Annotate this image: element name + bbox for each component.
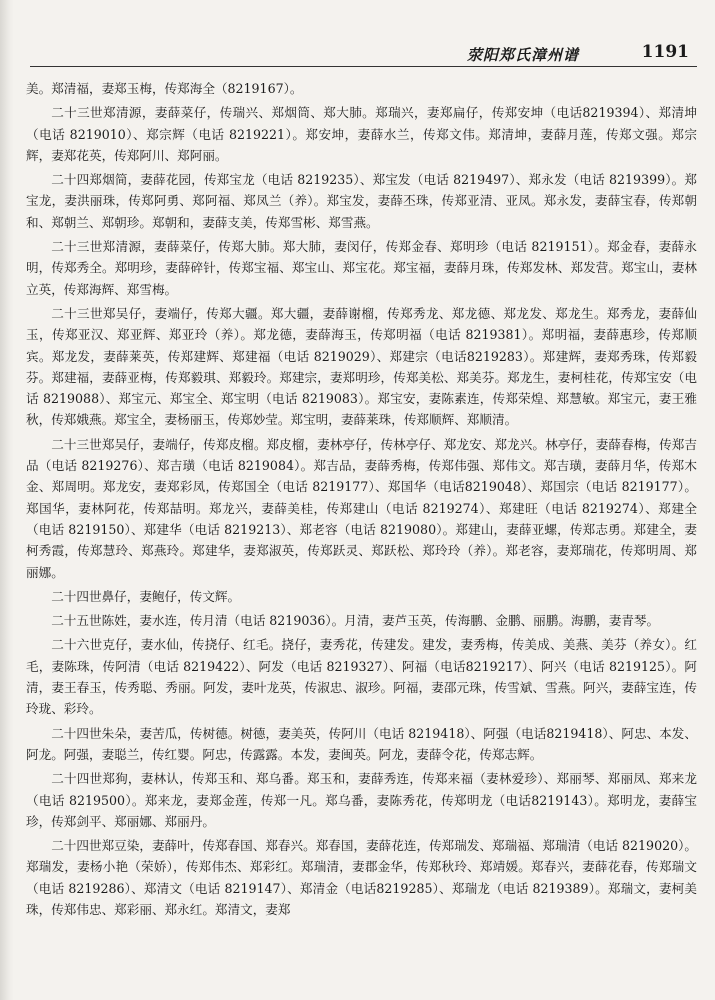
header-rule xyxy=(30,66,697,67)
paragraph: 二十四世鼻仔，妻鲍仔，传文辉。 xyxy=(51,588,241,604)
paragraph: 二十三世郑吴仔，妻端仔，传郑大疆。郑大疆，妻薛谢榴，传郑秀龙、郑龙德、郑龙发、郑龙生。郑秀龙，妻薛仙玉，传郑亚汉、郑亚辉、郑亚玲（养）。郑龙德，妻薛海玉，传郑明福（电话 8219381）。郑明福，妻薛惠珍，传郑顺宾。郑龙发，妻薛莱英，传郑建辉、郑建福（电话 8219029）、郑建宗（电话8219283）。郑建辉，妻郑秀珠，传郑毅芬。郑建福，妻薛亚梅，传郑毅琪、郑毅玲。郑建宗，妻郑明珍，传郑美松、郑美芬。郑龙生，妻柯桂花，传郑宝安（电话 8219088）、郑宝元、郑宝全、郑宝明（电话 8219083）。郑宝安，妻陈素连，传郑荣煌、郑慧敏。郑宝元，妻王雅秋，传郑娥燕。郑宝全，妻杨丽玉，传郑妙莹。郑宝明，妻薛莱珠，传郑顺辉、郑顺清。 xyxy=(26,305,697,428)
paragraph: 二十三世郑吴仔，妻端仔，传郑皮榴。郑皮榴，妻林亭仔，传林亭仔、郑龙安、郑龙兴。林亭仔，妻薛春梅，传郑吉品（电话 8219276）、郑吉璜（电话 8219084）。郑吉品，妻薛秀梅，传郑伟强、郑伟文。郑吉璜，妻薛月华，传郑木金、郑周明。郑龙安，妻郑彩凤，传郑国全（电话 8219177）、郑国华（电话8219048）、郑国宗（电话 8219177）。郑国华，妻林阿花，传郑喆明。郑龙兴，妻薛美桂，传郑建山（电话 8219274）、郑建旺（电话 8219274）、郑建全（电话 8219150）、郑建华（电话 8219213）、郑老容（电话 8219080）。郑建山，妻薛亚螺，传郑志勇。郑建全，妻柯秀霞，传郑慧玲、郑燕玲。郑建华，妻郑淑英，传郑跃灵、郑跃松、郑玲玲（养）。郑老容，妻郑瑞花，传郑明周、郑丽娜。 xyxy=(26,436,697,580)
paragraph: 二十三世郑清源，妻薛菜仔，传瑞兴、郑烟筒、郑大肺。郑瑞兴，妻郑扁仔，传郑安坤（电话8219394）、郑清坤（电话 8219010）、郑宗辉（电话 8219221）。郑安坤，妻薛水兰，传郑文伟。郑清坤，妻薛月莲，传郑文强。郑宗辉，妻郑花英，传郑阿川、郑阿丽。 xyxy=(26,105,697,163)
paragraph: 二十四世郑豆染，妻薛叶，传郑春国、郑春兴。郑春国，妻薛花连，传郑瑞发、郑瑞福、郑瑞清（电话 8219020）。郑瑞发，妻杨小艳（荣娇），传郑伟杰、郑彩红。郑瑞清，妻郡金华，传郑秋玲、郑靖媛。郑春兴，妻薛花春，传郑瑞文（电话 8219286）、郑清文（电话 8219147）、郑清金（电话8219285）、郑瑞龙（电话 8219389）。郑瑞文，妻柯美珠，传郑伟忠、郑彩丽、郑永红。郑清文，妻郑 xyxy=(26,838,697,917)
scan-binding-edge xyxy=(0,0,14,1000)
page-header xyxy=(30,40,697,66)
paragraph: 美。郑清福，妻郑玉梅，传郑海全（8219167）。 xyxy=(26,81,303,96)
paragraph: 二十四世朱朵，妻苦瓜，传树德。树德，妻美英，传阿川（电话 8219418）、阿强（电话8219418）、阿忠、本发、阿龙。阿强，妻聪兰，传红婴。阿忠，传露露。本发，妻闽英。阿龙，妻薛令花，传郑志辉。 xyxy=(26,725,697,762)
paragraph: 二十五世陈姓，妻水连，传月清（电话 8219036）。月清，妻芦玉英，传海鹏、金鹏、丽鹏。海鹏，妻青琴。 xyxy=(51,613,660,629)
paragraph: 二十三世郑清源，妻薛菜仔，传郑大肺。郑大肺，妻闵仔，传郑金春、郑明珍（电话 8219151）。郑金春，妻薛永明，传郑秀全。郑明珍，妻薛碎针，传郑宝福、郑宝山、郑宝花。郑宝福，妻薛月珠，传郑发林、郑发营。郑宝山，妻林立英，传郑海辉、郑雪梅。 xyxy=(26,239,697,297)
book-title: 荥阳郑氏漳州谱 xyxy=(466,46,579,64)
paragraph: 二十四世郑狗，妻林认，传郑玉和、郑乌番。郑玉和，妻薛秀连，传郑来福（妻林爱珍）、郑丽琴、郑丽凤、郑来龙（电话 8219500）。郑来龙，妻郑金莲，传郑一凡。郑乌番，妻陈秀花，传郑明龙（电话8219143）。郑明龙，妻薛宝珍，传郑剑平、郑丽娜、郑丽丹。 xyxy=(26,771,697,829)
body-text xyxy=(26,78,697,923)
paragraph: 二十六世克仔，妻水仙，传挠仔、红毛。挠仔，妻秀花，传建发。建发，妻秀梅，传美成、美燕、美芬（养女）。红毛，妻陈珠，传阿清（电话 8219422）、阿发（电话 8219327）、阿福（电话8219217）、阿兴（电话 8219125）。阿清，妻王春玉，传秀聪、秀丽。阿发，妻叶龙英，传淑忠、淑珍。阿福，妻邵元珠，传雪斌、雪燕。阿兴，妻薛宝连，传玲珑、彩玲。 xyxy=(26,637,697,717)
paragraph: 二十四郑烟简，妻薛花园，传郑宝龙（电话 8219235）、郑宝发（电话 8219497）、郑永发（电话 8219399）。郑宝龙，妻洪丽珠，传郑阿勇、郑阿福、郑凤兰（养）。郑宝发，妻薛丕珠，传郑亚清、亚凤。郑永发，妻薛宝春，传郑朝和、郑朝兰、郑朝珍。郑朝和，妻薛支美，传郑雪彬、郑雪燕。 xyxy=(26,172,697,230)
page-number: 1191 xyxy=(641,42,689,62)
